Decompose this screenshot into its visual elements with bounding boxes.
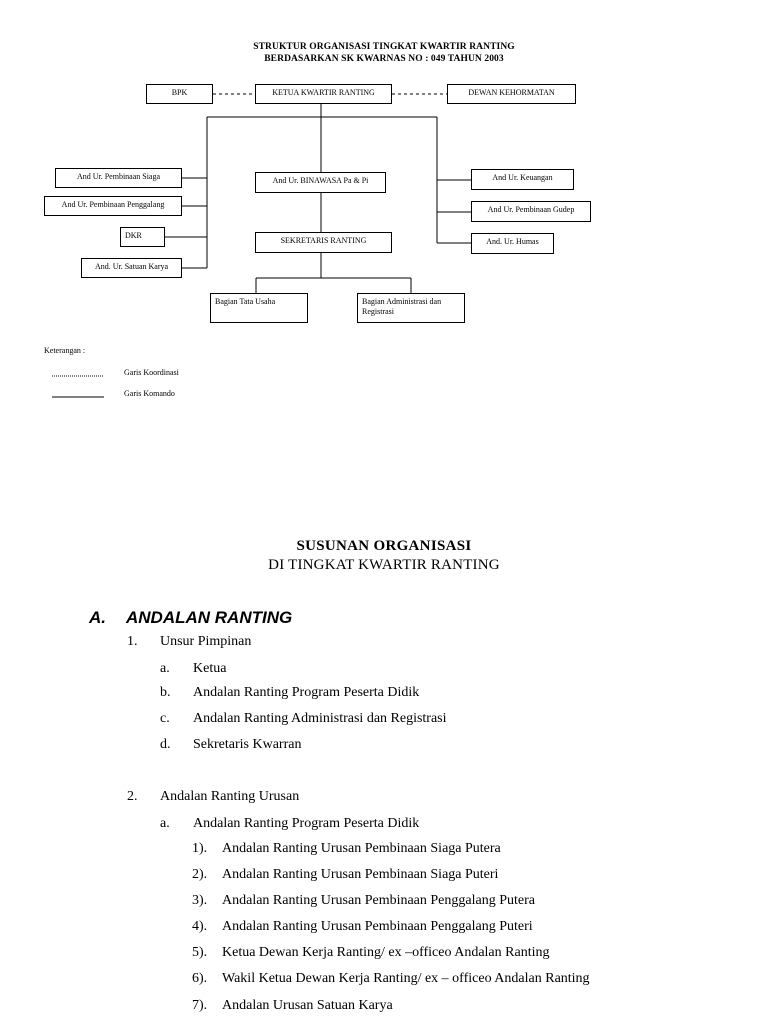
section-marker: A. bbox=[89, 608, 106, 627]
list-item: 3). Andalan Ranting Urusan Pembinaan Penggalang Putera bbox=[192, 893, 535, 908]
box-penggalang: And Ur. Pembinaan Penggalang bbox=[44, 196, 182, 216]
box-binawasa: And Ur. BINAWASA Pa & Pi bbox=[255, 172, 386, 193]
list-item: 5). Ketua Dewan Kerja Ranting/ ex –officeo Andalan Ranting bbox=[192, 945, 550, 960]
list-item: a. Ketua bbox=[160, 661, 227, 676]
legend-coordination: Garis Koordinasi bbox=[124, 368, 179, 377]
list-item: 4). Andalan Ranting Urusan Pembinaan Penggalang Puteri bbox=[192, 919, 533, 934]
box-gudep: And Ur. Pembinaan Gudep bbox=[471, 201, 591, 222]
list-item: 7). Andalan Urusan Satuan Karya bbox=[192, 998, 393, 1013]
list-item: c. Andalan Ranting Administrasi dan Registrasi bbox=[160, 711, 447, 726]
box-dkr: DKR bbox=[120, 227, 165, 247]
box-keuangan: And Ur. Keuangan bbox=[471, 169, 574, 190]
box-humas: And. Ur. Humas bbox=[471, 233, 554, 254]
list-item: d. Sekretaris Kwarran bbox=[160, 737, 302, 752]
list-item: 2). Andalan Ranting Urusan Pembinaan Siaga Puteri bbox=[192, 867, 499, 882]
box-satuan-karya: And. Ur. Satuan Karya bbox=[81, 258, 182, 278]
chart-title-line1: STRUKTUR ORGANISASI TINGKAT KWARTIR RANTING bbox=[253, 42, 515, 52]
box-administrasi: Bagian Administrasi dan Registrasi bbox=[357, 293, 465, 323]
box-siaga: And Ur. Pembinaan Siaga bbox=[55, 168, 182, 188]
susunan-heading: SUSUNAN ORGANISASI bbox=[296, 538, 472, 554]
box-ketua: KETUA KWARTIR RANTING bbox=[255, 84, 392, 104]
section-title: ANDALAN RANTING bbox=[126, 608, 293, 627]
list-item: 1). Andalan Ranting Urusan Pembinaan Siaga Putera bbox=[192, 841, 501, 856]
box-tata-usaha: Bagian Tata Usaha bbox=[210, 293, 308, 323]
legend-title: Keterangan : bbox=[44, 346, 86, 355]
susunan-subheading: DI TINGKAT KWARTIR RANTING bbox=[268, 557, 500, 573]
box-bpk: BPK bbox=[146, 84, 213, 104]
list-item: b. Andalan Ranting Program Peserta Didik bbox=[160, 685, 420, 700]
legend-command: Garis Komando bbox=[124, 389, 175, 398]
chart-title-line2: BERDASARKAN SK KWARNAS NO : 049 TAHUN 2003 bbox=[264, 54, 504, 64]
list-item: 6). Wakil Ketua Dewan Kerja Ranting/ ex – officeo Andalan Ranting bbox=[192, 971, 590, 986]
list-item: a. Andalan Ranting Program Peserta Didik bbox=[160, 816, 420, 831]
list-item: 2. Andalan Ranting Urusan bbox=[127, 789, 300, 804]
list-item: 1. Unsur Pimpinan bbox=[127, 634, 252, 649]
box-sekretaris: SEKRETARIS RANTING bbox=[255, 232, 392, 253]
box-dewan: DEWAN KEHORMATAN bbox=[447, 84, 576, 104]
